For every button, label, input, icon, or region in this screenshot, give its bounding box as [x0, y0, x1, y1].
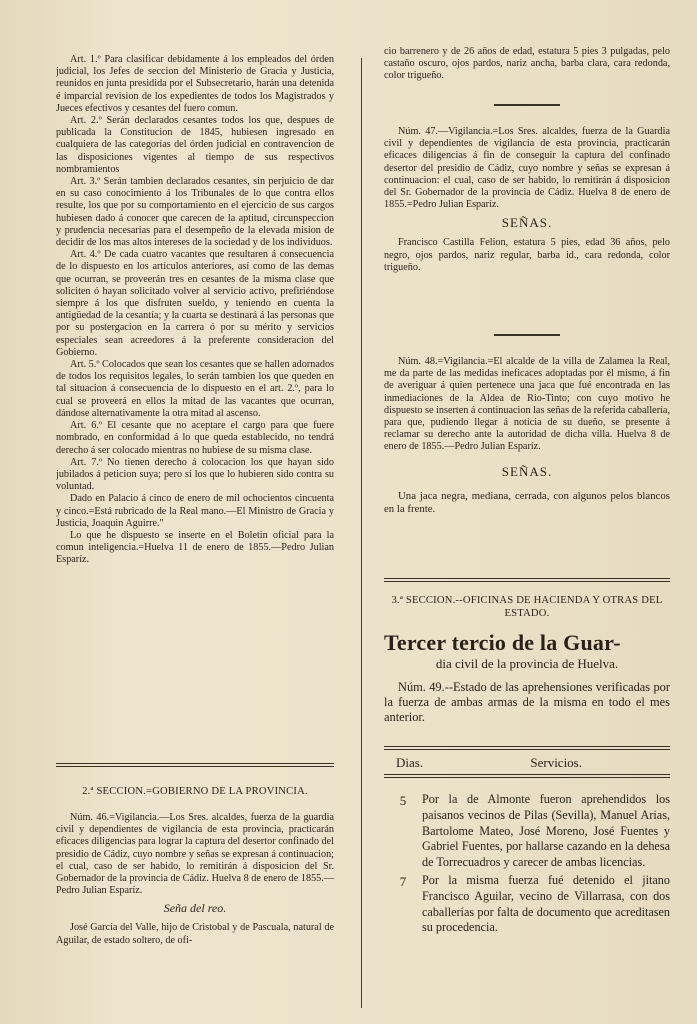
- senas-heading-1: SEÑAS.: [501, 215, 553, 231]
- notice-47: Núm. 47.—Vigilancia.=Los Sres. alcaldes, fuerza de la Guardia civil y dependientes de vigilancia de esta provincia, practicarán eficaces diligencias á fin de conseguir la captura del confinado desertor del presidio de Cádiz, cuyo nombre y señas se expresan á continuacion: el cual, caso de ser habido, lo remitirán á disposicion del Sr. Gobernador de la provincia de Cádiz. Huelva 8 de enero de 1855.=Pedro Julian Esparíz.: [384, 126, 670, 211]
- entry-text: Por la misma fuerza fué detenido el jitano Francisco Aguilar, vecino de Villarrasa, con dos caballerías por falta de documento que acreditasen su procedencia.: [422, 872, 670, 935]
- table-header: [384, 750, 670, 774]
- article-2: Art. 2.º Serán declarados cesantes todos los que, despues de publicada la Constitucion de 1845, hubiesen ingresado en cualquiera de las categorías del órden judicial en contravencion de las disposiciones vigentes al tiempo de sus respectivos nombramientos: [56, 115, 334, 175]
- reo-description: José García del Valle, hijo de Cristobal y de Pascuala, natural de Aguilar, de estado soltero, de ofi-: [56, 922, 334, 946]
- continued-description: cio barrenero y de 26 años de edad, estatura 5 pies 3 pulgadas, pelo castaño oscuro, ojos pardos, nariz ancha, barba clara, cara redonda, color trigueño.: [384, 46, 670, 82]
- jaca-description: Una jaca negra, mediana, cerrada, con algunos pelos blancos en la frente.: [384, 489, 670, 515]
- article-3: Art. 3.º Serán tambien declarados cesantes, sin perjuicio de dar en su caso conocimiento á los Tribunales de lo que contra ellos resulte, los que por su comportamiento en el ejercicio de sus cargos hubiesen dado á conocer que carecen de la aptitud, circunspeccion y prudencia necesarias para el desempeño de la elevada mision de decidir de los mas altos intereses de la sociedad y de los individuos.: [56, 176, 334, 249]
- section-rule: [56, 763, 334, 767]
- section-rule: [384, 578, 670, 582]
- short-rule: [494, 334, 560, 336]
- article-6: Art. 6.º El cesante que no aceptare el cargo para que fuere nombrado, en conformidad á lo que queda establecido, no tendrá derecho á ser colocado mientras no hubiese de su misma clase.: [56, 420, 334, 456]
- notice-49: Núm. 49.--Estado de las aprehensiones verificadas por la fuerza de ambas armas de la misma en todo el mes anterior.: [384, 680, 670, 725]
- notice-48: Núm. 48.=Vigilancia.=El alcalde de la villa de Zalamea la Real, me da parte de las medidas ineficaces adoptadas por él mismo, á fin de averiguar á quien pertenece una jaca que fué encontrada en las inmediaciones de la Aldea de Rio-Tinto; con cuyo motivo he dispuesto se inserten á continuacion las señas de la referida caballería, para que, pudiendo llegar á noticia de su dueño, se presente á reclamar su derecho ante la autoridad de dicha villa. Huelva 8 de enero de 1855.—Pedro Julian Esparíz.: [384, 356, 670, 453]
- article-5: Art. 5.º Colocados que sean los cesantes que se hallen adornados de todos los requisitos legales, lo serán tambien los que queden en tal situacion á consecuencia de lo dispuesto en el art. 2.º, para lo cual se proveerá en ellos la mitad de las vacantes que ocurran, dándose alternativamente la otra mitad al ascenso.: [56, 359, 334, 419]
- senas-heading-2: SEÑAS.: [501, 463, 553, 479]
- francisco-description: Francisco Castilla Felion, estatura 5 pies, edad 36 años, pelo negro, ojos pardos, nariz regular, barba id., cara redonda, color trigueño.: [384, 237, 670, 273]
- table-row: [384, 792, 670, 871]
- article-1: Art. 1.º Para clasificar debidamente á los empleados del órden judicial, los Jefes de seccion del Ministerio de Gracia y Justicia, reunidos en junta presidida por el Subsecretario, harán una detenida é imparcial revision de los expedientes de todos los Magistrados y Jueces efectivos y cesantes del fuero comun.: [56, 54, 334, 114]
- column-divider: [361, 58, 362, 1008]
- entry-day: 7: [399, 873, 407, 889]
- right-column: [384, 0, 670, 1024]
- section-3-heading: 3.ª SECCION.--OFICINAS DE HACIENDA Y OTRAS DEL ESTADO.: [391, 595, 663, 619]
- left-column: [56, 0, 334, 1024]
- tercio-subtitle: dia civil de la provincia de Huelva.: [435, 656, 619, 671]
- sena-del-reo-heading: Seña del reo.: [163, 901, 227, 916]
- col-servicios: Servicios.: [530, 755, 582, 770]
- notice-46: Núm. 46.=Vigilancia.—Los Sres. alcaldes, fuerza de la guardia civil y dependientes de vigilancia de esta provincia, practicarán eficaces diligencias para lograr la captura del desertor confinado del presidio de Cádiz, cuyo nombre y señas se expresan á continuacion; el cual, caso de ser habido, lo remitirán á disposicion del Sr. Gobernador de la provincia de Cádiz. Huelva 8 de enero de 1855.—Pedro Julian Esparíz.: [56, 812, 334, 897]
- col-dias: Dias.: [396, 755, 424, 770]
- article-4: Art. 4.º De cada cuatro vacantes que resultaren á consecuencia de lo dispuesto en los artículos anteriores, así como de las demas que ocurran, se proveerán tres en cesantes de la misma clase que soliciten ó hayan solicitado volver al servicio activo, prefiriéndose siempre á los que disfruten sueldo, y teniendo en cuenta la antigüedad de la cesantía; y la cuarta se destinará á las personas que por su postergacion en la carrera ó por su mérito y servicios especiales sean acreedores á la preferente consideracion del Gobierno.: [56, 249, 334, 358]
- table-bottom-rule: [384, 774, 670, 778]
- tercio-title: Tercer tercio de la Guar-: [384, 630, 621, 655]
- short-rule: [494, 104, 560, 106]
- publication-note: Lo que he dispuesto se inserte en el Boletin oficial para la comun inteligencia.=Huelva 11 de enero de 1855.—Pedro Julian Esparíz.: [56, 529, 334, 566]
- section-2-heading: 2.ª SECCION.=GOBIERNO DE LA PROVINCIA.: [82, 786, 308, 797]
- entry-day: 5: [399, 793, 407, 808]
- entry-text: Por la de Almonte fueron aprehendidos los paisanos vecinos de Pilas (Sevilla), Manuel Arias, Bartolome Mateo, José Moreno, José Fuentes y Gabriel Fuentes, por hallarse cazando en la dehesa de Torrecuadros y carecer de ambas licencias.: [422, 792, 670, 870]
- decree-date: Dado en Palacio á cinco de enero de mil ochocientos cincuenta y cinco.=Está rubricado de la Real mano.—El Ministro de Gracia y Justicia, Joaquin Aguirre.": [56, 493, 334, 529]
- article-7: Art. 7.º No tienen derecho á colocacion los que hayan sido jubilados á peticion suya; pero sí los que lo hubieren sido contra su voluntad.: [56, 456, 334, 493]
- table-row: [384, 873, 670, 936]
